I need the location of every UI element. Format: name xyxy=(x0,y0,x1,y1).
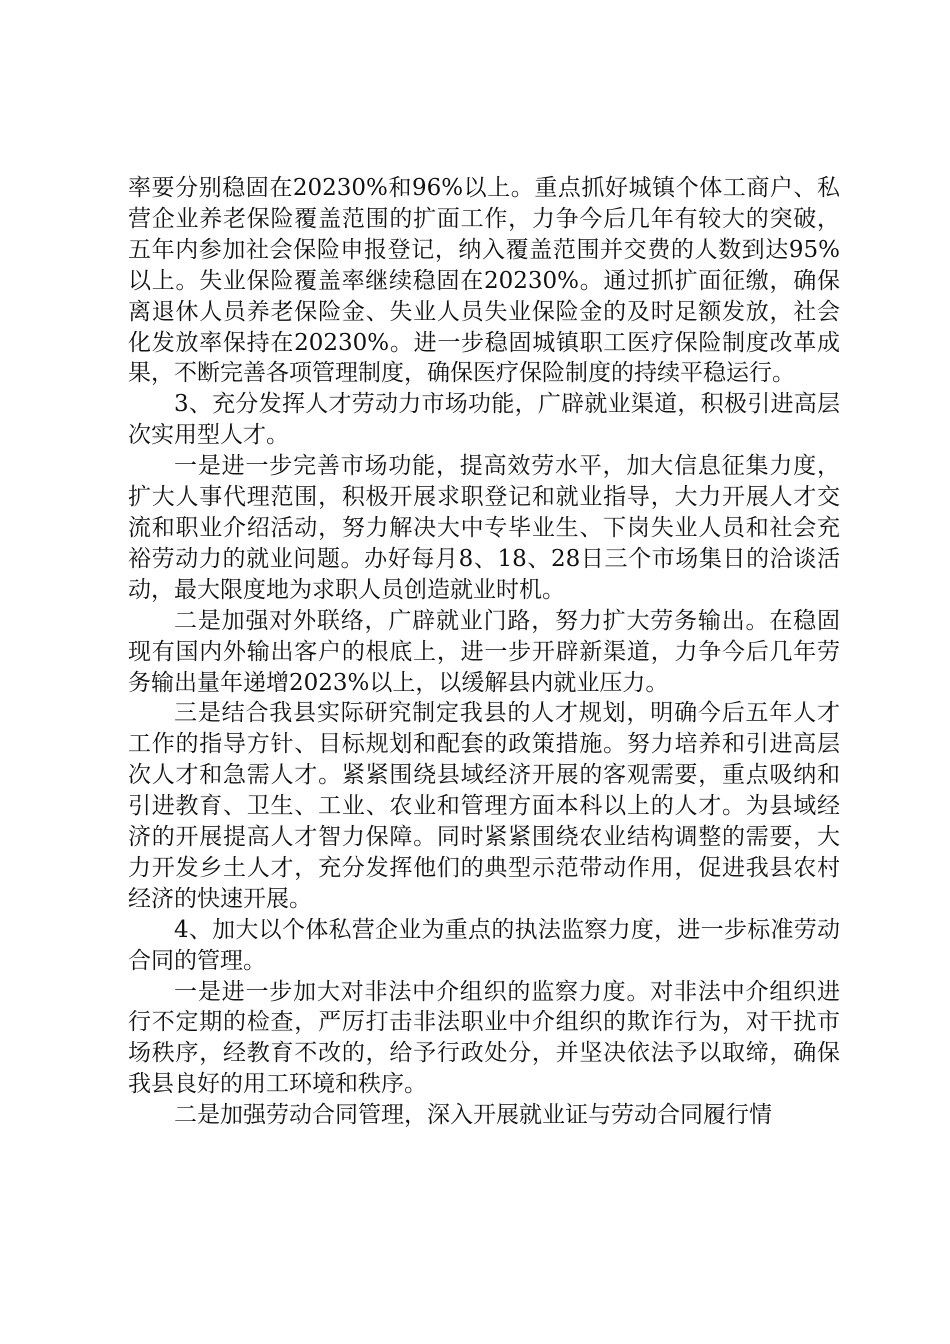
paragraph-heading-3-talent-market: 3、充分发挥人才劳动力市场功能，广辟就业渠道，积极引进高层次实用型人才。 xyxy=(128,391,840,449)
paragraph-market-function: 一是进一步完善市场功能，提高效劳水平，加大信息征集力度，扩大人事代理范围，积极开展求职登记和就业指导，大力开展人才交流和职业介绍活动，努力解决大中专毕业生、下岗失业人员和社会充裕劳动力的就业问题。办好每月8、18、28日三个市场集日的洽谈活动，最大限度地为求职人员创造就业时机。 xyxy=(128,453,840,603)
paragraph-social-insurance-coverage: 率要分别稳固在20230%和96%以上。重点抓好城镇个体工商户、私营企业养老保险覆盖范围的扩面工作，力争今后几年有较大的突破，五年内参加社会保险申报登记，纳入覆盖范围并交费的人数到达95%以上。失业保险覆盖率继续稳固在20230%。通过抓扩面征缴，确保离退休人员养老保险金、失业人员失业保险金的及时足额发放，社会化发放率保持在20230%。进一步稳固城镇职工医疗保险制度改革成果，不断完善各项管理制度，确保医疗保险制度的持续平稳运行。 xyxy=(128,175,840,387)
document-body xyxy=(128,173,840,1131)
paragraph-talent-plan: 三是结合我县实际研究制定我县的人才规划，明确今后五年人才工作的指导方针、目标规划和配套的政策措施。努力培养和引进高层次人才和急需人才。紧紧围绕县域经济开展的客观需要，重点吸纳和引进教育、卫生、工业、农业和管理方面本科以上的人才。为县域经济的开展提高人才智力保障。同时紧紧围绕农业结构调整的需要，大力开发乡土人才，充分发挥他们的典型示范带动作用，促进我县农村经济的快速开展。 xyxy=(128,700,840,912)
paragraph-illegal-agency-supervision: 一是进一步加大对非法中介组织的监察力度。对非法中介组织进行不定期的检查，严厉打击非法职业中介组织的欺诈行为，对干扰市场秩序，经教育不改的，给予行政处分，并坚决依法予以取缔，确保我县良好的用工环境和秩序。 xyxy=(128,978,840,1098)
paragraph-labor-export: 二是加强对外联络，广辟就业门路，努力扩大劳务输出。在稳固现有国内外输出客户的根底上，进一步开辟新渠道，力争今后几年劳务输出量年递增2023%以上，以缓解县内就业压力。 xyxy=(128,607,840,696)
paragraph-heading-4-law-enforcement: 4、加大以个体私营企业为重点的执法监察力度，进一步标准劳动合同的管理。 xyxy=(128,916,840,974)
paragraph-labor-contract-management: 二是加强劳动合同管理，深入开展就业证与劳动合同履行情 xyxy=(174,1102,772,1129)
